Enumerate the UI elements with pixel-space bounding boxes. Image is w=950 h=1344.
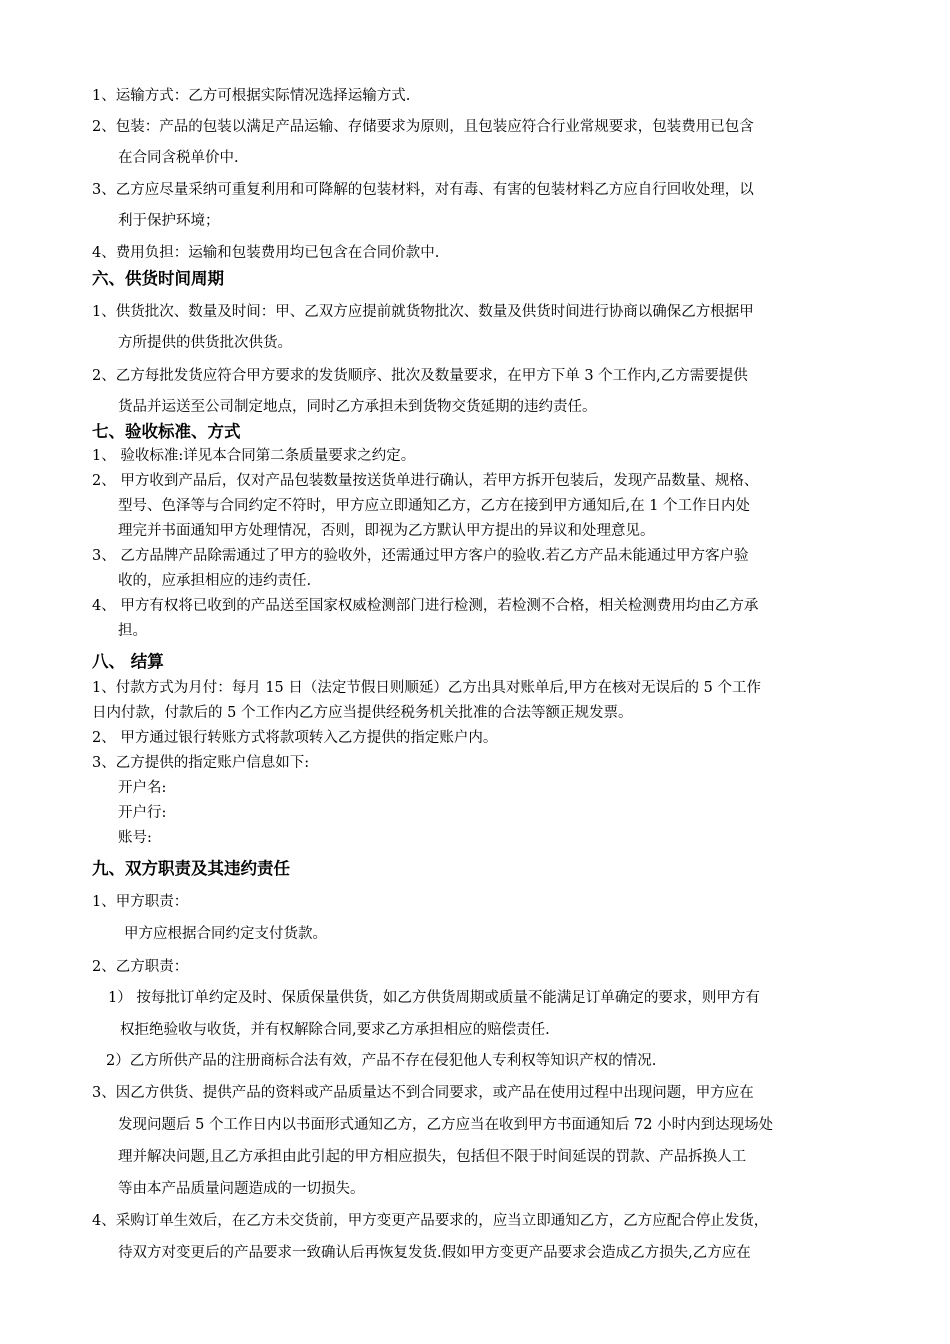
quality-issue-line-2: 发现问题后 5 个工作日内以书面形式通知乙方，乙方应当在收到甲方书面通知后 72 小时内到达现场处 [118,1117,774,1133]
quality-issue-line-3: 理并解决问题,且乙方承担由此引起的甲方相应损失，包括但不限于时间延误的罚款、产品拆换人工 [118,1149,747,1165]
party-b-item-2: 2）乙方所供产品的注册商标合法有效，产品不存在侵犯他人专利权等知识产权的情况. [106,1053,657,1069]
shipment-line-2: 货品并运送至公司制定地点，同时乙方承担未到货物交货延期的违约责任。 [118,399,597,415]
receipt-check-line-1: 2、 甲方收到产品后，仅对产品包装数量按送货单进行确认，若甲方拆开包装后，发现产品数量、规格、 [92,473,759,489]
party-b-duty-label: 2、乙方职责： [92,959,189,975]
party-a-duty-body: 甲方应根据合同约定支付货款。 [124,926,327,942]
section-9-heading: 九、双方职责及其违约责任 [92,859,290,878]
supply-batch-line-2: 方所提供的供货批次供货。 [118,335,292,351]
bank-label: 开户行: [118,805,167,821]
quality-issue-line-1: 3、因乙方供货、提供产品的资料或产品质量达不到合同要求，或产品在使用过程中出现问题，甲方应在 [92,1085,754,1101]
party-b-item-1-line-1: 1） 按每批订单约定及时、保质保量供货，如乙方供货周期或质量不能满足订单确定的要求，则甲方有 [108,990,760,1006]
transport-method: 1、运输方式：乙方可根据实际情况选择运输方式. [92,88,411,104]
packaging-line-1: 2、包装：产品的包装以满足产品运输、存储要求为原则，且包装应符合行业常规要求，包装费用已包含 [92,119,754,135]
account-info-intro: 3、乙方提供的指定账户信息如下: [92,755,310,771]
cost-burden: 4、费用负担：运输和包装费用均已包含在合同价款中. [92,245,440,261]
section-6-heading: 六、供货时间周期 [92,269,224,288]
party-a-duty-label: 1、甲方职责： [92,894,189,910]
materials-line-1: 3、乙方应尽量采纳可重复利用和可降解的包装材料，对有毒、有害的包装材料乙方应自行回收处理，以 [92,182,754,198]
payment-method-line-2: 日内付款，付款后的 5 个工作内乙方应当提供经税务机关批准的合法等额正规发票。 [92,705,633,721]
account-name-label: 开户名: [118,780,167,796]
receipt-check-line-3: 理完并书面通知甲方处理情况，否则，即视为乙方默认甲方提出的异议和处理意见。 [118,523,655,539]
client-acceptance-line-1: 3、 乙方品牌产品除需通过了甲方的验收外，还需通过甲方客户的验收.若乙方产品未能通过甲方客户验 [92,548,749,564]
supply-batch-line-1: 1、供货批次、数量及时间：甲、乙双方应提前就货物批次、数量及供货时间进行协商以确保乙方根据甲 [92,304,754,320]
section-7-heading: 七、验收标准、方式 [92,422,241,441]
quality-issue-line-4: 等由本产品质量问题造成的一切损失。 [118,1181,365,1197]
party-b-item-1-line-2: 权拒绝验收与收货，并有权解除合同,要求乙方承担相应的赔偿责任. [120,1022,550,1038]
section-8-heading: 八、 结算 [92,652,164,671]
packaging-line-2: 在合同含税单价中. [118,150,239,166]
inspection-line-2: 担。 [118,623,147,639]
order-change-line-1: 4、采购订单生效后，在乙方未交货前，甲方变更产品要求的，应当立即通知乙方，乙方应配合停止发货， [92,1213,769,1229]
shipment-line-1: 2、乙方每批发货应符合甲方要求的发货顺序、批次及数量要求，在甲方下单 3 个工作内,乙方需要提供 [92,368,748,384]
client-acceptance-line-2: 收的，应承担相应的违约责任. [118,573,312,589]
account-number-label: 账号: [118,830,152,846]
inspection-line-1: 4、 甲方有权将已收到的产品送至国家权威检测部门进行检测，若检测不合格，相关检测费用均由乙方承 [92,598,759,614]
receipt-check-line-2: 型号、色泽等与合同约定不符时，甲方应立即通知乙方，乙方在接到甲方通知后,在 1 个工作日内处 [118,498,751,514]
materials-line-2: 利于保护环境； [118,213,220,229]
order-change-line-2: 待双方对变更后的产品要求一致确认后再恢复发货.假如甲方变更产品要求会造成乙方损失,乙方应在 [118,1245,751,1261]
bank-transfer: 2、 甲方通过银行转账方式将款项转入乙方提供的指定账户内。 [92,730,498,746]
payment-method-line-1: 1、付款方式为月付：每月 15 日（法定节假日则顺延）乙方出具对账单后,甲方在核对无误后的 5 个工作 [92,680,761,696]
acceptance-standard: 1、 验收标准:详见本合同第二条质量要求之约定。 [92,448,416,464]
